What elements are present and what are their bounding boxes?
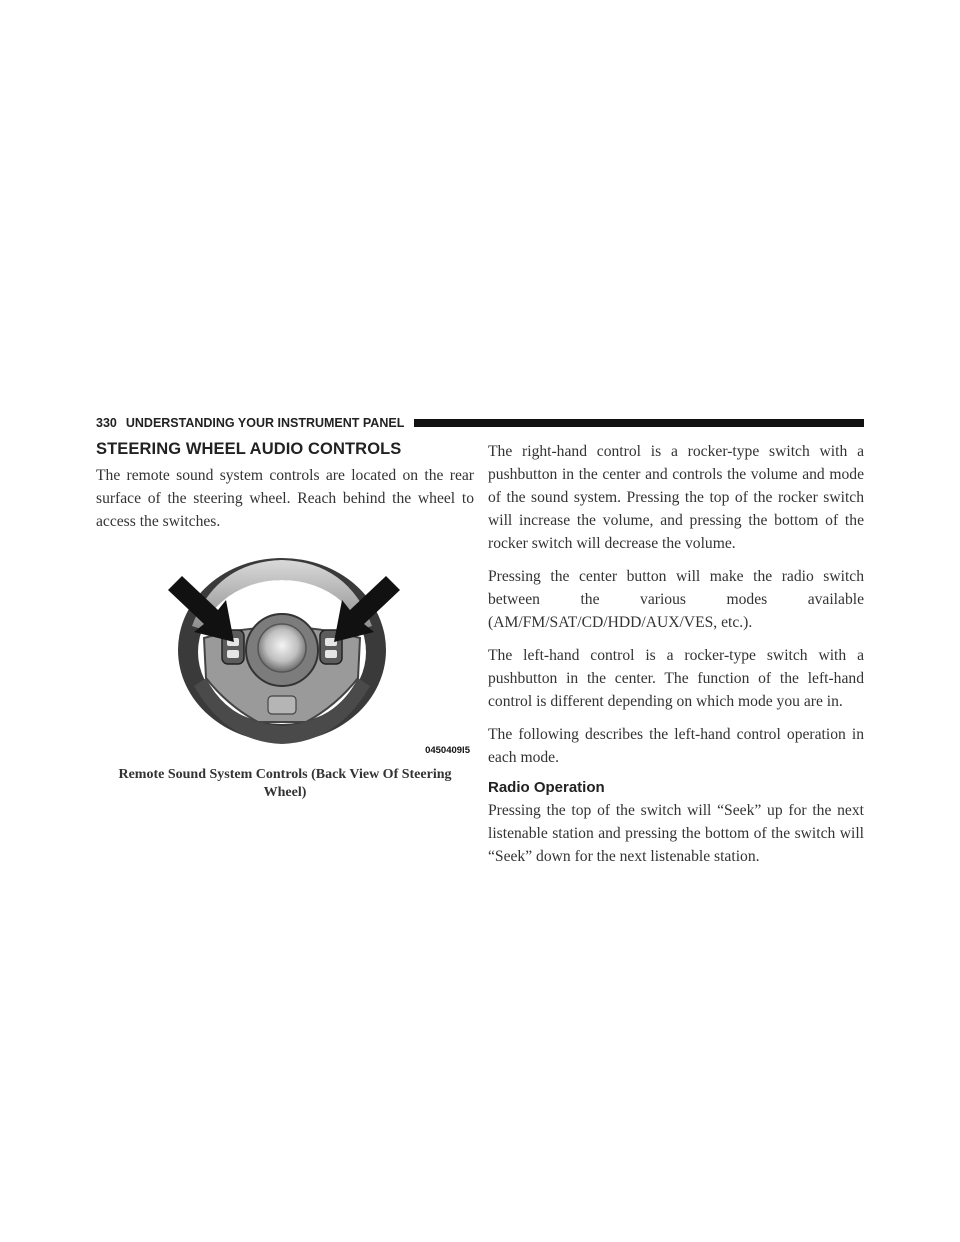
page-number: 330: [96, 416, 117, 430]
steering-wheel-illustration: [96, 546, 472, 758]
page-header: [96, 416, 864, 430]
right-column: [488, 440, 864, 878]
radio-operation-heading: Radio Operation: [488, 779, 605, 796]
radio-operation-paragraph: Pressing the top of the switch will “Seek” up for the next listenable station and pressing the bottom of the switch will “Seek” down for the next listenable station.: [488, 802, 864, 865]
mode-intro-paragraph: The following describes the left-hand control operation in each mode.: [488, 726, 864, 766]
left-column: [96, 440, 474, 802]
steering-wheel-figure: [96, 546, 472, 758]
running-section-title: UNDERSTANDING YOUR INSTRUMENT PANEL: [125, 416, 405, 430]
center-button-paragraph: Pressing the center button will make the radio switch between the various modes available (AM/FM/SAT/CD/HDD/AUX/VES, etc.).: [488, 568, 864, 631]
figure-caption: Remote Sound System Controls (Back View Of Steering Wheel): [118, 767, 452, 800]
header-rule: [414, 419, 864, 427]
right-control-paragraph: The right-hand control is a rocker-type switch with a pushbutton in the center and controls the volume and mode of the sound system. Pressing the top of the rocker switch will increase the volume, and pressing the bottom of the rocker switch will decrease the volume.: [488, 443, 864, 552]
hub-center: [258, 624, 306, 672]
left-control-paragraph: The left-hand control is a rocker-type switch with a pushbutton in the center. The function of the left-hand control is different depending on which mode you are in.: [488, 647, 864, 710]
intro-paragraph: The remote sound system controls are located on the rear surface of the steering wheel. Reach behind the wheel to access the switches.: [96, 467, 474, 530]
figure-code: 0450409l5: [425, 745, 470, 756]
section-heading: STEERING WHEEL AUDIO CONTROLS: [96, 440, 402, 458]
